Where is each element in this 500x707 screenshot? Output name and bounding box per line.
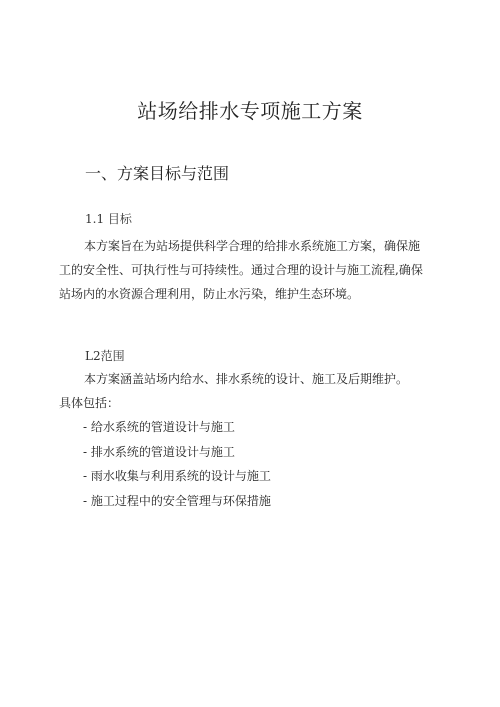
goal-paragraph-line: 站场内的水资源合理利用，防止水污染，维护生态环境。 — [59, 287, 360, 301]
goal-paragraph-line: 工的安全性、可执行性与可持续性。通过合理的设计与施工流程,确保 — [59, 263, 423, 277]
scope-paragraph — [59, 367, 449, 415]
goal-paragraph — [59, 234, 449, 306]
document-title: 站场给排水专项施工方案 — [137, 99, 363, 123]
list-item: - 雨水收集与利用系统的设计与施工 — [83, 469, 271, 483]
list-item: - 给水系统的管道设计与施工 — [83, 420, 235, 434]
scope-paragraph-line: 本方案涵盖站场内给水、排水系统的设计、施工及后期维护。 — [84, 372, 409, 386]
goal-paragraph-line: 本方案旨在为站场提供科学合理的给排水系统施工方案，确保施 — [84, 239, 421, 253]
list-item: - 排水系统的管道设计与施工 — [83, 444, 235, 459]
scope-paragraph-line: 具体包括： — [59, 396, 120, 410]
list-item: - 施工过程中的安全管理与环保措施 — [83, 493, 271, 508]
scope-item-list — [83, 415, 271, 513]
subsection-heading-scope: L2范围 — [85, 349, 125, 363]
subsection-heading-goal: 1.1 目标 — [85, 212, 132, 226]
section-heading-goals-scope: 一、方案目标与范围 — [85, 164, 230, 183]
